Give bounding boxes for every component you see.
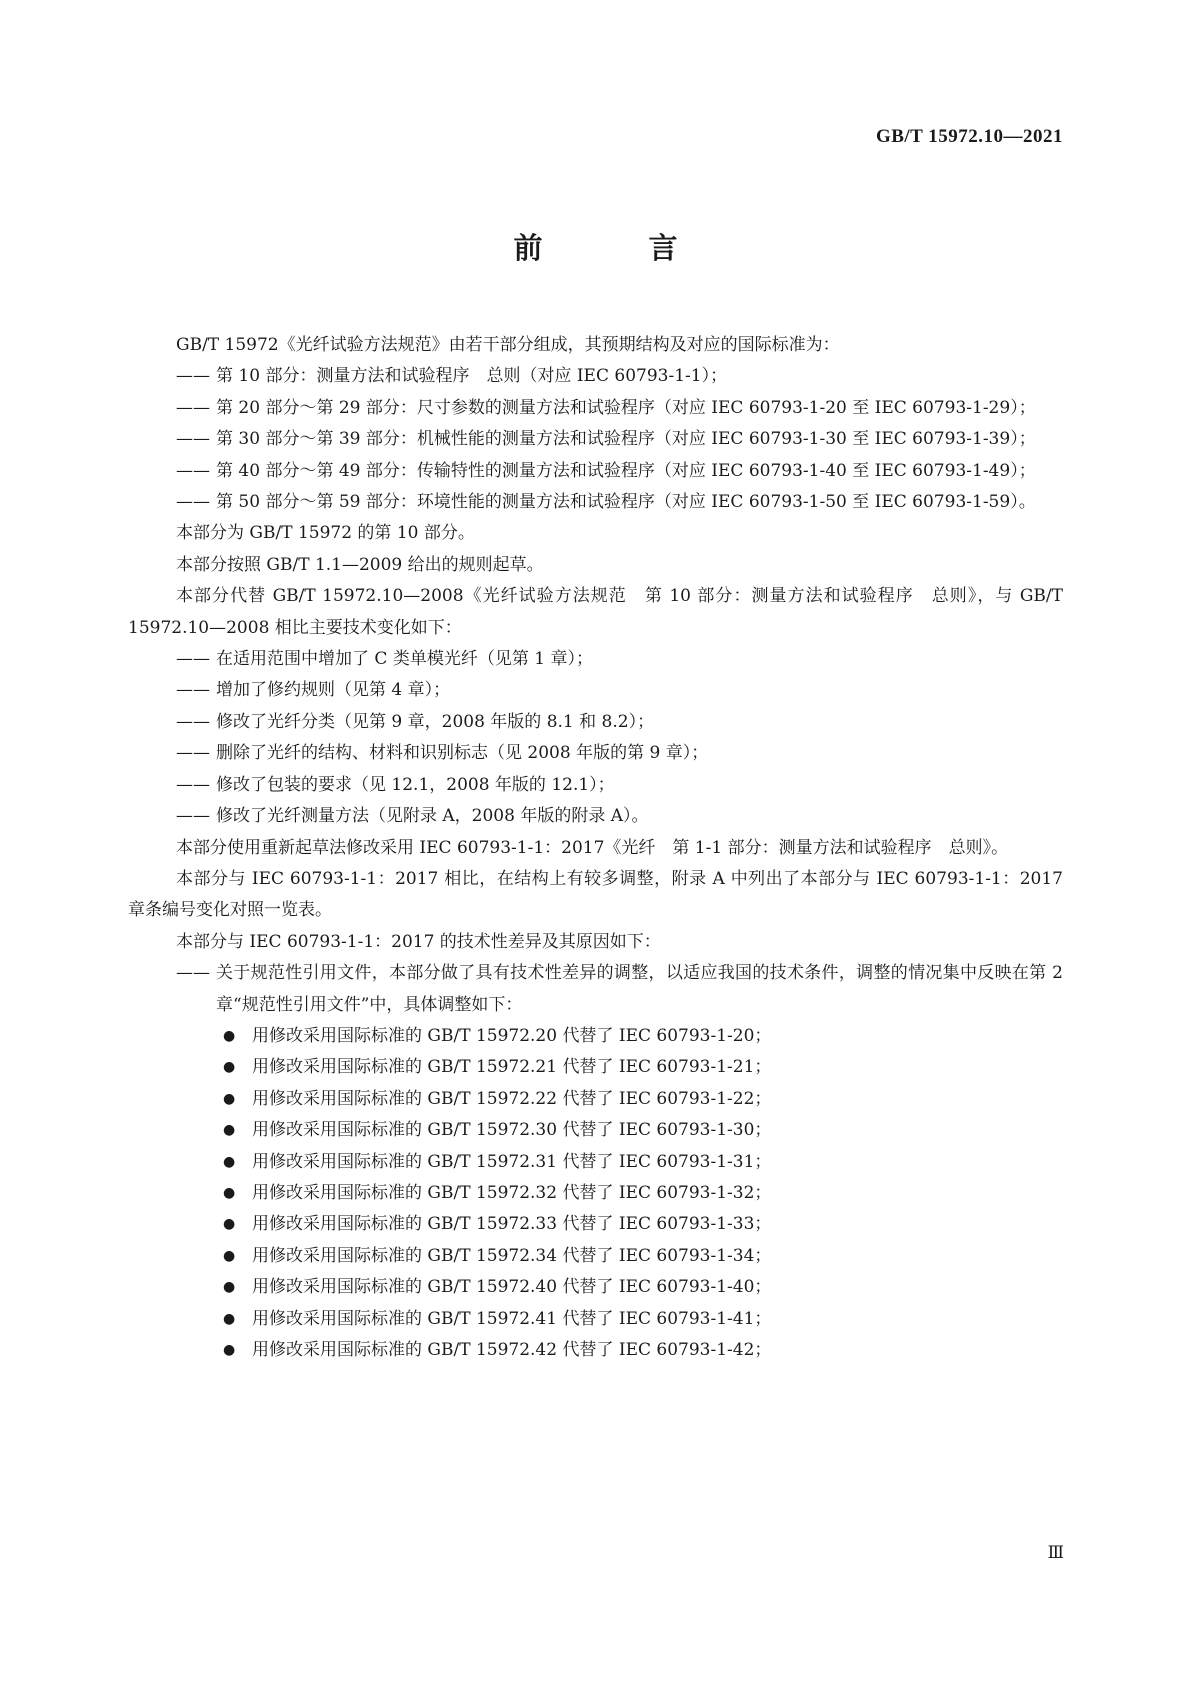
structure-item	[128, 487, 1063, 518]
bullet-item-text: 用修改采用国际标准的 GB/T 15972.22 代替了 IEC 60793-1-22；	[252, 1088, 772, 1109]
bullet-icon: ●	[223, 1122, 236, 1139]
bullet-icon: ●	[223, 1247, 236, 1264]
bullet-item	[128, 1021, 1063, 1052]
replacement-bullet-list	[128, 1021, 1063, 1366]
difference-item	[128, 958, 1063, 1021]
bullet-icon: ●	[223, 1153, 236, 1170]
bullet-icon: ●	[223, 1310, 236, 1327]
differences-intro: 本部分与 IEC 60793-1-1：2017 的技术性差异及其原因如下：	[176, 931, 661, 952]
change-item-text: 增加了修约规则（见第 4 章）；	[216, 680, 451, 701]
bullet-icon: ●	[223, 1059, 236, 1076]
bullet-item	[128, 1147, 1063, 1178]
bullet-icon: ●	[223, 1342, 236, 1358]
dash-marker: ——	[176, 366, 210, 387]
drafting-rule: 本部分按照 GB/T 1.1—2009 给出的规则起草。	[176, 554, 544, 575]
change-item	[128, 770, 1063, 801]
structure-item-text: 第 30 部分～第 39 部分：机械性能的测量方法和试验程序（对应 IEC 60793-1-30 至 IEC 60793-1-39）；	[216, 429, 1036, 450]
change-item	[128, 707, 1063, 738]
structure-list	[128, 361, 1063, 518]
bullet-item-text: 用修改采用国际标准的 GB/T 15972.30 代替了 IEC 60793-1-30；	[252, 1120, 772, 1141]
bullet-item-text: 用修改采用国际标准的 GB/T 15972.41 代替了 IEC 60793-1-41；	[252, 1308, 772, 1329]
structure-item-text: 第 20 部分～第 29 部分：尺寸参数的测量方法和试验程序（对应 IEC 60793-1-20 至 IEC 60793-1-29）；	[216, 397, 1036, 418]
intro-paragraph: GB/T 15972《光纤试验方法规范》由若干部分组成，其预期结构及对应的国际标准为：	[176, 335, 840, 355]
bullet-item-text: 用修改采用国际标准的 GB/T 15972.40 代替了 IEC 60793-1-40；	[252, 1277, 772, 1298]
change-item-text: 修改了光纤测量方法（见附录 A，2008 年版的附录 A）。	[216, 806, 649, 827]
change-item	[128, 644, 1063, 675]
structure-item	[128, 456, 1063, 487]
bullet-item	[128, 1178, 1063, 1209]
bullet-item	[128, 1272, 1063, 1303]
structure-item	[128, 424, 1063, 455]
structure-item-text: 第 10 部分：测量方法和试验程序 总则（对应 IEC 60793-1-1）；	[216, 366, 728, 387]
structure-item-text: 第 40 部分～第 49 部分：传输特性的测量方法和试验程序（对应 IEC 60793-1-40 至 IEC 60793-1-49）；	[216, 460, 1036, 481]
bullet-item-text: 用修改采用国际标准的 GB/T 15972.33 代替了 IEC 60793-1-33；	[252, 1214, 772, 1235]
bullet-item-text: 用修改采用国际标准的 GB/T 15972.21 代替了 IEC 60793-1-21；	[252, 1057, 772, 1078]
dash-marker: ——	[176, 680, 210, 701]
dash-marker: ——	[176, 711, 210, 732]
change-item	[128, 801, 1063, 832]
change-item-text: 修改了包装的要求（见 12.1，2008 年版的 12.1）；	[216, 774, 615, 795]
change-item-text: 删除了光纤的结构、材料和识别标志（见 2008 年版的第 9 章）；	[216, 743, 709, 764]
bullet-icon: ●	[223, 1184, 236, 1201]
bullet-icon: ●	[223, 1090, 236, 1107]
dash-marker: ——	[176, 963, 210, 984]
adoption-paragraph: 本部分使用重新起草法修改采用 IEC 60793-1-1：2017《光纤 第 1-1 部分：测量方法和试验程序 总则》。	[176, 837, 1009, 858]
change-item	[128, 738, 1063, 769]
dash-marker: ——	[176, 806, 210, 827]
bullet-item-text: 用修改采用国际标准的 GB/T 15972.20 代替了 IEC 60793-1-20；	[252, 1025, 772, 1046]
bullet-item	[128, 1304, 1063, 1335]
bullet-item	[128, 1052, 1063, 1083]
bullet-item	[128, 1084, 1063, 1115]
structure-item	[128, 361, 1063, 392]
structure-item-text: 第 50 部分～第 59 部分：环境性能的测量方法和试验程序（对应 IEC 60793-1-50 至 IEC 60793-1-59）。	[216, 492, 1036, 513]
differences-list	[128, 958, 1063, 1021]
dash-marker: ——	[176, 429, 210, 450]
dash-marker: ——	[176, 460, 210, 481]
dash-marker: ——	[176, 774, 210, 795]
part-statement: 本部分为 GB/T 15972 的第 10 部分。	[176, 523, 475, 544]
standard-code: GB/T 15972.10—2021	[875, 126, 1063, 147]
change-item-text: 修改了光纤分类（见第 9 章，2008 年版的 8.1 和 8.2）；	[216, 711, 655, 732]
bullet-item-text: 用修改采用国际标准的 GB/T 15972.34 代替了 IEC 60793-1-34；	[252, 1245, 772, 1266]
bullet-item-text: 用修改采用国际标准的 GB/T 15972.42 代替了 IEC 60793-1-42；	[252, 1340, 772, 1360]
bullet-icon: ●	[223, 1279, 236, 1296]
changes-list	[128, 644, 1063, 832]
change-item	[128, 675, 1063, 706]
bullet-item	[128, 1115, 1063, 1146]
page-title: 前 言	[513, 231, 726, 265]
dash-marker: ——	[176, 743, 210, 764]
page-number: Ⅲ	[1047, 1543, 1064, 1562]
difference-item-text: 关于规范性引用文件，本部分做了具有技术性差异的调整，以适应我国的技术条件，调整的情况集中反映在第 2 章“规范性引用文件”中，具体调整如下：	[216, 963, 1063, 1015]
bullet-icon: ●	[223, 1216, 236, 1233]
dash-marker: ——	[176, 649, 210, 670]
change-item-text: 在适用范围中增加了 C 类单模光纤（见第 1 章）；	[216, 649, 593, 670]
structure-item	[128, 393, 1063, 424]
dash-marker: ——	[176, 492, 210, 513]
dash-marker: ——	[176, 397, 210, 418]
foreword-content	[128, 330, 1063, 1366]
bullet-item	[128, 1209, 1063, 1240]
bullet-item-text: 用修改采用国际标准的 GB/T 15972.31 代替了 IEC 60793-1-31；	[252, 1151, 772, 1172]
bullet-item-text: 用修改采用国际标准的 GB/T 15972.32 代替了 IEC 60793-1-32；	[252, 1182, 772, 1203]
bullet-icon: ●	[223, 1027, 236, 1044]
replacement-paragraph: 本部分代替 GB/T 15972.10—2008《光纤试验方法规范 第 10 部分：测量方法和试验程序 总则》，与 GB/T 15972.10—2008 相比主要技术变化如下：	[128, 586, 1063, 638]
bullet-item	[128, 1241, 1063, 1272]
bullet-item	[128, 1335, 1063, 1366]
structure-comparison-paragraph: 本部分与 IEC 60793-1-1：2017 相比，在结构上有较多调整，附录 A 中列出了本部分与 IEC 60793-1-1：2017 章条编号变化对照一览表。	[128, 868, 1063, 921]
